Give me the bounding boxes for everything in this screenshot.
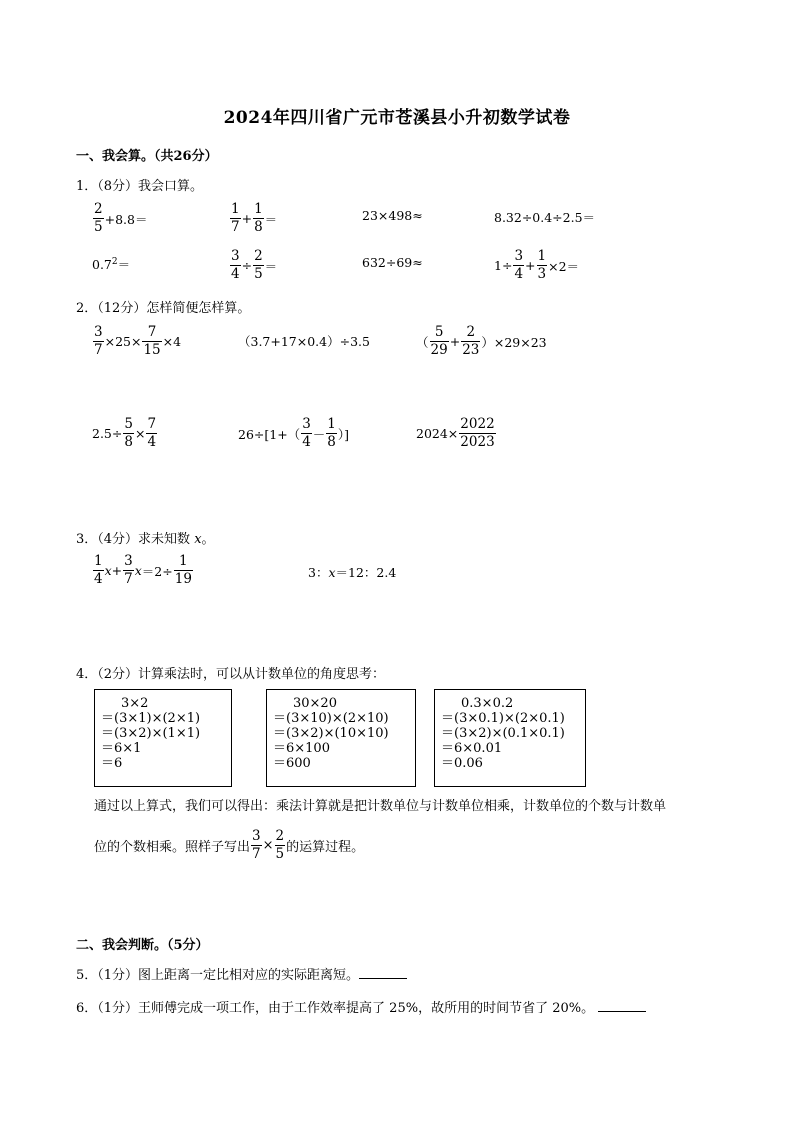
q1-item-b4: 1÷ $\frac{3}{4}$ + $\frac{1}{3}$ ×2＝ xyxy=(494,248,580,282)
q2-expr-2: （3.7+17×0.4）÷3.5 xyxy=(238,334,370,349)
box-line: ＝6×100 xyxy=(273,741,330,756)
question-5: 5．（1分）图上距离一定比相对应的实际距离短。 xyxy=(76,964,407,983)
box-line: 3×2 xyxy=(121,696,149,711)
q1-item-a4: 8.32÷0.4÷2.5＝ xyxy=(494,210,596,225)
q4-explanation-line-2: 位的个数相乘。照样子写出 $\frac{3}{7}$ × $\frac{2}{5}$ 的运算过程。 xyxy=(94,828,365,862)
answer-blank[interactable] xyxy=(359,966,407,979)
q3-equation-1: $\frac{1}{4}$ x + $\frac{3}{7}$ x ＝2÷ $\frac{1}{19}$ xyxy=(94,553,192,587)
question-6: 6．（1分）王师傅完成一项工作，由于工作效率提高了 25%，故所用的时间节省了 20%。 xyxy=(76,997,646,1016)
q2-expr-6: 2024× $\frac{2022}{2023}$ xyxy=(416,416,495,450)
question-1-label: 1．（8分）我会口算。 xyxy=(76,179,204,194)
example-box-1 xyxy=(94,689,232,787)
question-2-label: 2．（12分）怎样简便怎样算。 xyxy=(76,301,251,316)
box-line: ＝(3×2)×(10×10) xyxy=(273,726,389,741)
box-line: 0.3×0.2 xyxy=(461,696,514,711)
q1-item-b1: 0.7 $^2$ ＝ xyxy=(92,256,131,272)
section-heading-calc: 一、我会算。（共26分） xyxy=(76,149,218,164)
question-4-label: 4．（2分）计算乘法时，可以从计数单位的角度思考： xyxy=(76,667,386,682)
box-line: ＝(3×2)×(1×1) xyxy=(101,726,201,741)
q2-expr-4: 2.5÷ $\frac{5}{8}$ × $\frac{7}{4}$ xyxy=(92,416,157,450)
box-line: 30×20 xyxy=(293,696,337,711)
q1-item-b3: 632÷69≈ xyxy=(362,255,423,270)
box-line: ＝6×0.01 xyxy=(441,741,503,756)
answer-blank[interactable] xyxy=(598,999,646,1012)
q3-equation-2: 3： x ＝12：2.4 xyxy=(308,564,397,580)
box-line: ＝(3×2)×(0.1×0.1) xyxy=(441,726,565,741)
page-title: 2024年四川省广元市苍溪县小升初数学试卷 xyxy=(223,108,571,128)
question-3-label: 3．（4分）求未知数 x。 xyxy=(76,532,215,547)
q1-item-b2: $\frac{3}{4}$ ÷ $\frac{2}{5}$ ＝ xyxy=(231,248,278,282)
box-line: ＝600 xyxy=(273,756,311,771)
q2-expr-1: $\frac{3}{7}$ ×25× $\frac{7}{15}$ ×4 xyxy=(94,324,182,358)
box-line: ＝(3×10)×(2×10) xyxy=(273,711,389,726)
q1-item-a1: $\frac{2}{5}$ +8.8＝ xyxy=(94,201,148,235)
box-line: ＝6×1 xyxy=(101,741,142,756)
q1-item-a3: 23×498≈ xyxy=(362,208,423,223)
q2-expr-5: 26÷[1+（ $\frac{3}{4}$ － $\frac{1}{8}$ ）] xyxy=(238,416,350,450)
q2-expr-3: （ $\frac{5}{29}$ + $\frac{2}{23}$ ）×29×23 xyxy=(416,324,547,358)
q1-item-a2: $\frac{1}{7}$ + $\frac{1}{8}$ ＝ xyxy=(231,201,278,235)
box-line: ＝6 xyxy=(101,756,123,771)
box-line: ＝(3×1)×(2×1) xyxy=(101,711,201,726)
q4-explanation-line-1: 通过以上算式，我们可以得出：乘法计算就是把计数单位与计数单位相乘，计数单位的个数与计数单 xyxy=(94,799,667,814)
box-line: ＝(3×0.1)×(2×0.1) xyxy=(441,711,565,726)
section-heading-judge: 二、我会判断。（5分） xyxy=(76,938,209,953)
example-box-3 xyxy=(434,689,586,787)
box-line: ＝0.06 xyxy=(441,756,483,771)
example-box-2 xyxy=(266,689,416,787)
